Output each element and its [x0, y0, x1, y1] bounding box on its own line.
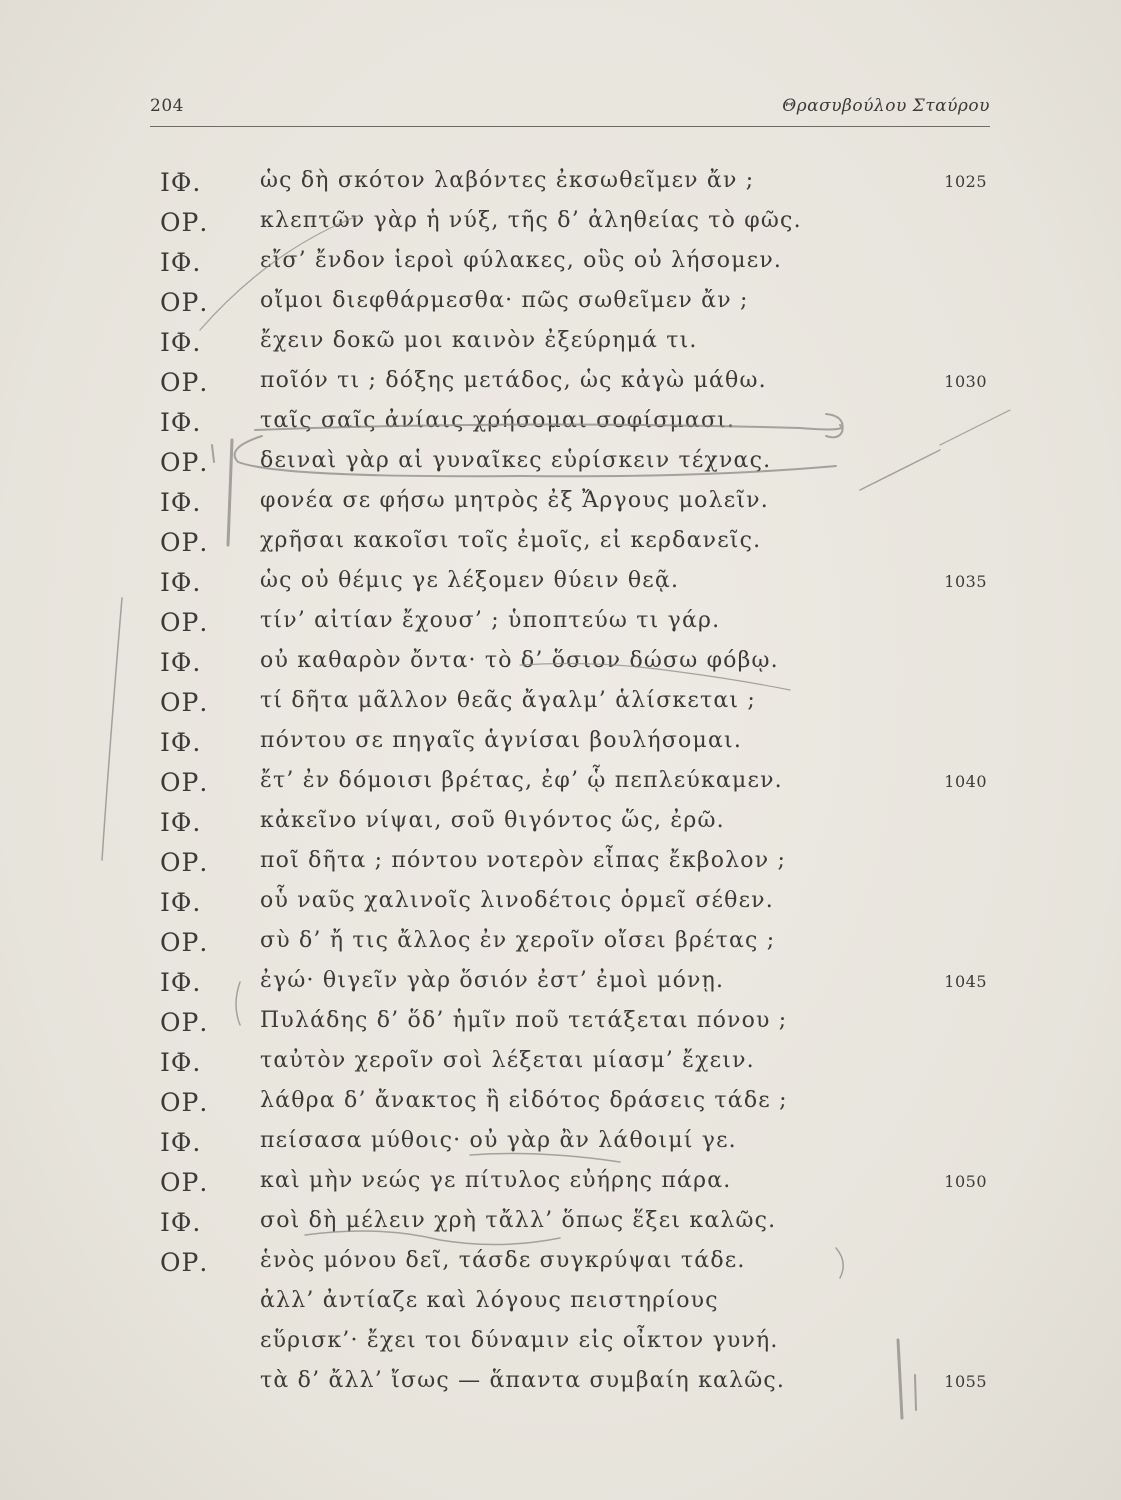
verse-line — [0, 328, 1121, 368]
verse-line — [0, 208, 1121, 248]
speaker-label: ΙΦ. — [160, 248, 202, 277]
verse-line — [0, 248, 1121, 288]
verse-text: ποῖόν τι ; δόξης μετάδος, ὡς κἀγὼ μάθω. — [260, 368, 767, 393]
verse-text: πόντου σε πηγαῖς ἁγνίσαι βουλήσομαι. — [260, 728, 743, 753]
verse-line — [0, 968, 1121, 1008]
verse-text: ἑνὸς μόνου δεῖ, τάσδε συγκρύψαι τάδε. — [260, 1248, 746, 1273]
line-number: 1025 — [944, 172, 987, 191]
speaker-label: ΟΡ. — [160, 928, 209, 957]
speaker-label: ΙΦ. — [160, 408, 202, 437]
speaker-label: ΙΦ. — [160, 488, 202, 517]
verse-text: χρῆσαι κακοῖσι τοῖς ἐμοῖς, εἰ κερδανεῖς. — [260, 528, 762, 553]
verse-line — [0, 608, 1121, 648]
verse-line — [0, 528, 1121, 568]
speaker-label: ΙΦ. — [160, 968, 202, 997]
verse-text: τὰ δ’ ἄλλ’ ἴσως — ἅπαντα συμβαίη καλῶς. — [260, 1368, 786, 1393]
verse-line — [0, 888, 1121, 928]
speaker-label: ΟΡ. — [160, 1008, 209, 1037]
verse-line — [0, 448, 1121, 488]
speaker-label: ΟΡ. — [160, 528, 209, 557]
verse-line — [0, 568, 1121, 608]
verse-text: δειναὶ γὰρ αἱ γυναῖκες εὑρίσκειν τέχνας. — [260, 448, 772, 473]
line-number: 1035 — [944, 572, 987, 591]
speaker-label: ΟΡ. — [160, 208, 209, 237]
speaker-label: ΙΦ. — [160, 808, 202, 837]
verse-line — [0, 1248, 1121, 1288]
verse-text: οἴμοι διεφθάρμεσθα· πῶς σωθεῖμεν ἄν ; — [260, 288, 749, 313]
speaker-label: ΟΡ. — [160, 448, 209, 477]
verse-text: κλεπτῶν γὰρ ἡ νύξ, τῆς δ’ ἀληθείας τὸ φῶς. — [260, 208, 802, 233]
verse-text: ἔχειν δοκῶ μοι καινὸν ἐξεύρημά τι. — [260, 328, 698, 353]
verse-text: σοὶ δὴ μέλειν χρὴ τἄλλ’ ὅπως ἕξει καλῶς. — [260, 1208, 777, 1233]
verse-text: πείσασα μύθοις· οὐ γὰρ ἂν λάθοιμί γε. — [260, 1128, 737, 1153]
verse-line — [0, 808, 1121, 848]
verse-line — [0, 648, 1121, 688]
speaker-label: ΟΡ. — [160, 288, 209, 317]
verse-line — [0, 1368, 1121, 1408]
line-number: 1040 — [944, 772, 987, 791]
verse-text: φονέα σε φήσω μητρὸς ἐξ Ἄργους μολεῖν. — [260, 488, 769, 513]
verse-text: ὡς οὐ θέμις γε λέξομεν θύειν θεᾷ. — [260, 568, 680, 593]
verse-line — [0, 1088, 1121, 1128]
line-number: 1030 — [944, 372, 987, 391]
verse-line — [0, 728, 1121, 768]
speaker-label: ΟΡ. — [160, 368, 209, 397]
verse-line — [0, 1208, 1121, 1248]
verse-text: καὶ μὴν νεώς γε πίτυλος εὐήρης πάρα. — [260, 1168, 732, 1193]
speaker-label: ΙΦ. — [160, 1208, 202, 1237]
verse-text: τίν’ αἰτίαν ἔχουσ’ ; ὑποπτεύω τι γάρ. — [260, 608, 721, 633]
verse-line — [0, 368, 1121, 408]
verse-text: εὕρισκ’· ἔχει τοι δύναμιν εἰς οἶκτον γυνή. — [260, 1328, 779, 1353]
verse-text: τί δῆτα μᾶλλον θεᾶς ἄγαλμ’ ἁλίσκεται ; — [260, 688, 757, 713]
verse-line — [0, 1288, 1121, 1328]
verse-text: οὗ ναῦς χαλινοῖς λινοδέτοις ὁρμεῖ σέθεν. — [260, 888, 774, 913]
line-number: 1045 — [944, 972, 987, 991]
line-number: 1055 — [944, 1372, 987, 1391]
verse-text: ἀλλ’ ἀντίαζε καὶ λόγους πειστηρίους — [260, 1288, 719, 1313]
page-header — [150, 96, 990, 126]
page-number: 204 — [150, 96, 184, 116]
verse-line — [0, 408, 1121, 448]
verse-text: σὺ δ’ ἤ τις ἄλλος ἐν χεροῖν οἴσει βρέτας ; — [260, 928, 776, 953]
speaker-label: ΟΡ. — [160, 848, 209, 877]
speaker-label: ΟΡ. — [160, 1248, 209, 1277]
speaker-label: ΟΡ. — [160, 608, 209, 637]
speaker-label: ΟΡ. — [160, 1168, 209, 1197]
line-number: 1050 — [944, 1172, 987, 1191]
verse-line — [0, 168, 1121, 208]
verse-line — [0, 688, 1121, 728]
verse-text: ὡς δὴ σκότον λαβόντες ἐκσωθεῖμεν ἄν ; — [260, 168, 755, 193]
verse-text: ταῖς σαῖς ἀνίαις χρήσομαι σοφίσμασι. — [260, 408, 736, 433]
running-head: Θρασυβούλου Σταύρου — [782, 96, 990, 116]
verse-line — [0, 848, 1121, 888]
verse-text: ἔτ’ ἐν δόμοισι βρέτας, ἐφ’ ᾧ πεπλεύκαμεν. — [260, 768, 783, 793]
speaker-label: ΙΦ. — [160, 1128, 202, 1157]
verse-text: οὐ καθαρὸν ὄντα· τὸ δ’ ὅσιον δώσω φόβῳ. — [260, 648, 779, 673]
verse-line — [0, 488, 1121, 528]
verse-text: ταὐτὸν χεροῖν σοὶ λέξεται μίασμ’ ἔχειν. — [260, 1048, 755, 1073]
verse-line — [0, 1048, 1121, 1088]
verse-text: λάθρα δ’ ἄνακτος ἢ εἰδότος δράσεις τάδε ; — [260, 1088, 788, 1113]
verse-line — [0, 1328, 1121, 1368]
verse-line — [0, 1128, 1121, 1168]
verse-text: ἐγώ· θιγεῖν γὰρ ὅσιόν ἐστ’ ἐμοὶ μόνῃ. — [260, 968, 725, 993]
verse-line — [0, 928, 1121, 968]
speaker-label: ΟΡ. — [160, 688, 209, 717]
speaker-label: ΟΡ. — [160, 1088, 209, 1117]
speaker-label: ΙΦ. — [160, 1048, 202, 1077]
speaker-label: ΙΦ. — [160, 328, 202, 357]
verse-line — [0, 288, 1121, 328]
speaker-label: ΙΦ. — [160, 728, 202, 757]
speaker-label: ΟΡ. — [160, 768, 209, 797]
speaker-label: ΙΦ. — [160, 168, 202, 197]
verse-text: ποῖ δῆτα ; πόντου νοτερὸν εἶπας ἔκβολον ; — [260, 848, 787, 873]
verse-line — [0, 768, 1121, 808]
verse-text: κἀκεῖνο νίψαι, σοῦ θιγόντος ὥς, ἐρῶ. — [260, 808, 725, 833]
speaker-label: ΙΦ. — [160, 888, 202, 917]
verse-text: Πυλάδης δ’ ὅδ’ ἡμῖν ποῦ τετάξεται πόνου ; — [260, 1008, 788, 1033]
speaker-label: ΙΦ. — [160, 648, 202, 677]
verse-text: εἴσ’ ἔνδον ἱεροὶ φύλακες, οὓς οὐ λήσομεν. — [260, 248, 783, 273]
verse-line — [0, 1168, 1121, 1208]
speaker-label: ΙΦ. — [160, 568, 202, 597]
verse-line — [0, 1008, 1121, 1048]
header-rule — [150, 126, 990, 127]
